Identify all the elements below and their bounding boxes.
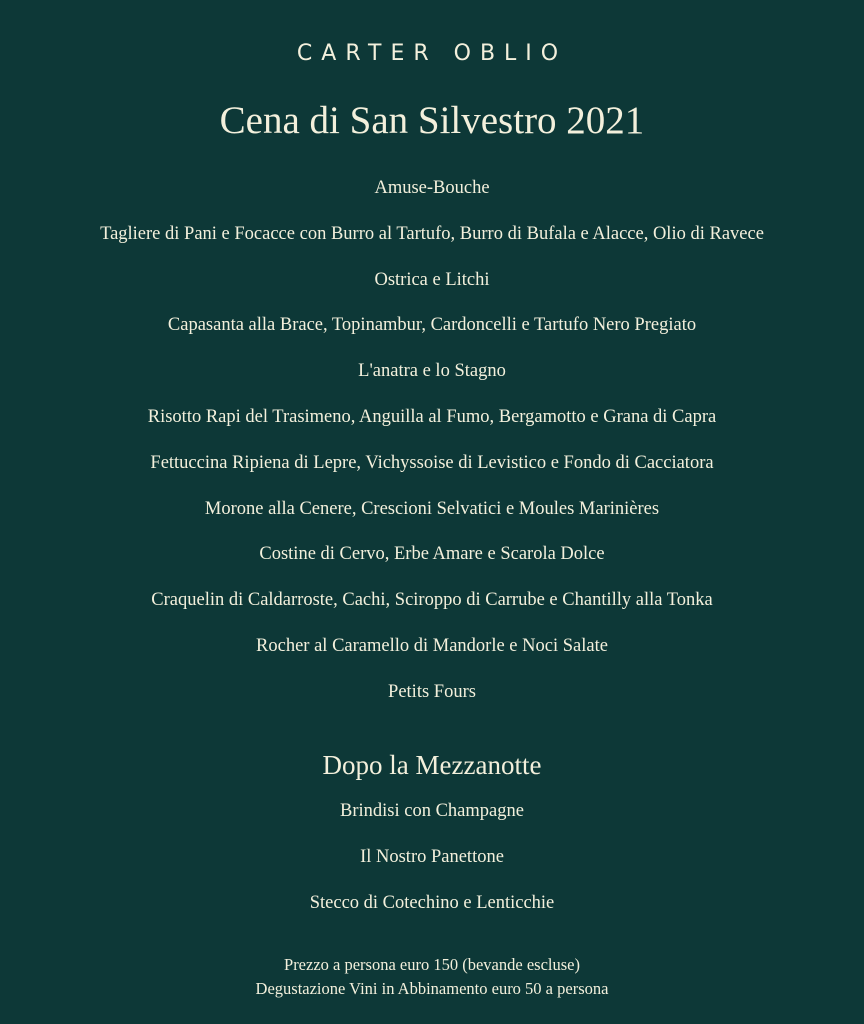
course-item: L'anatra e lo Stagno (358, 361, 506, 382)
course-item: Tagliere di Pani e Focacce con Burro al Tartufo, Burro di Bufala e Alacce, Olio di Ravece (100, 223, 764, 244)
after-midnight-item: Il Nostro Panettone (360, 846, 504, 867)
pricing-footer (0, 953, 864, 1001)
course-item: Capasanta alla Brace, Topinambur, Cardoncelli e Tartufo Nero Pregiato (167, 315, 697, 336)
after-midnight-item: Brindisi con Champagne (340, 801, 524, 821)
wine-pairing-line: Degustazione Vini in Abbinamento euro 50 a persona (255, 979, 609, 998)
after-midnight-list (0, 799, 864, 936)
course-item: Risotto Rapi del Trasimeno, Anguilla al Fumo, Bergamotto e Grana di Capra (147, 406, 717, 427)
course-item: Craquelin di Caldarroste, Cachi, Sciroppo di Carrube e Chantilly alla Tonka (151, 590, 713, 611)
course-item: Ostrica e Litchi (374, 269, 490, 290)
course-item: Fettuccina Ripiena di Lepre, Vichyssoise di Levistico e Fondo di Cacciatora (150, 452, 714, 473)
restaurant-name: CARTER OBLIO (296, 41, 568, 66)
course-item: Petits Fours (388, 681, 476, 702)
course-item: Rocher al Caramello di Mandorle e Noci Salate (256, 635, 608, 656)
menu-title: Cena di San Silvestro 2021 (219, 99, 645, 142)
price-line: Prezzo a persona euro 150 (bevande escluse) (284, 955, 580, 974)
after-midnight-item: Stecco di Cotechino e Lenticchie (309, 892, 555, 913)
course-item: Costine di Cervo, Erbe Amare e Scarola Dolce (259, 544, 605, 565)
course-item: Amuse-Bouche (374, 178, 490, 198)
course-item: Morone alla Cenere, Crescioni Selvatici e Moules Marinières (204, 498, 660, 519)
course-list (0, 176, 864, 726)
after-midnight-title: Dopo la Mezzanotte (322, 750, 542, 780)
